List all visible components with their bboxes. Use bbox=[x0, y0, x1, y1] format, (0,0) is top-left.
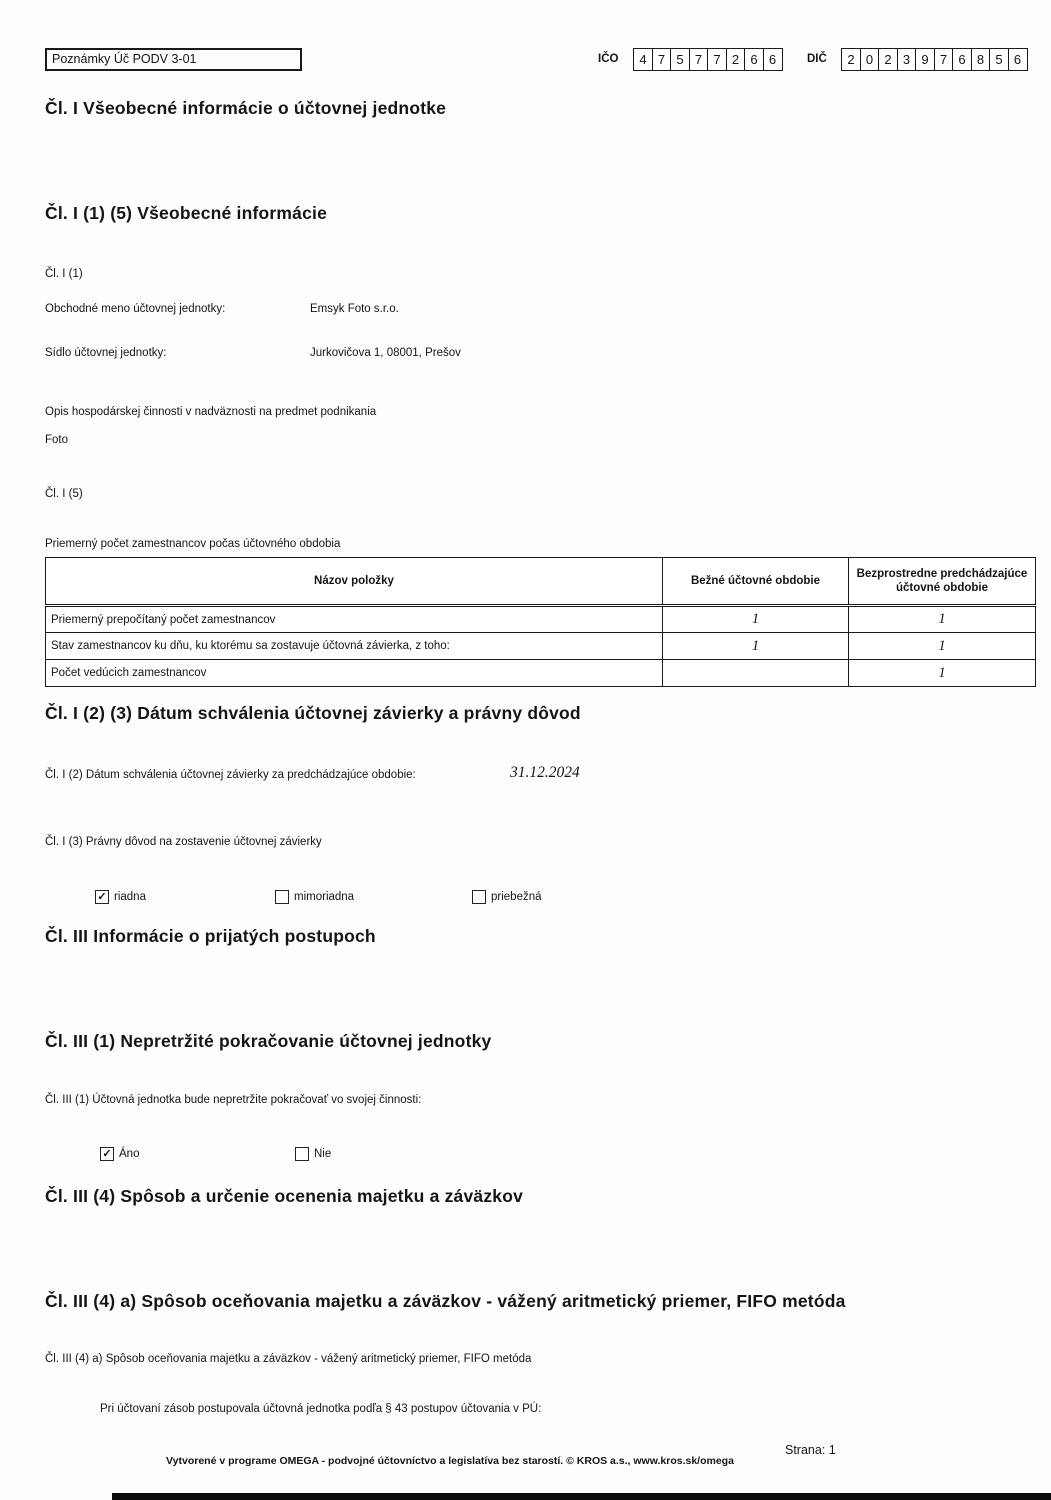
section3-title: Čl. III Informácie o prijatých postupoch bbox=[45, 926, 376, 946]
ico-digit-cell: 5 bbox=[670, 48, 690, 71]
ico-digit-cell: 4 bbox=[633, 48, 653, 71]
row-current-value: 1 bbox=[663, 633, 849, 660]
col-header-name: Názov položky bbox=[46, 558, 663, 606]
ico-digit-cell: 6 bbox=[744, 48, 764, 71]
section3-1-title: Čl. III (1) Nepretržité pokračovanie účtovnej jednotky bbox=[45, 1031, 492, 1051]
checkbox-nie[interactable] bbox=[295, 1147, 331, 1161]
page-number: Strana: 1 bbox=[785, 1443, 836, 1457]
dic-digit-cell: 6 bbox=[1008, 48, 1028, 71]
dic-digit-cell: 6 bbox=[952, 48, 972, 71]
checkbox-riadna-label: riadna bbox=[114, 891, 146, 903]
business-name-label: Obchodné meno účtovnej jednotky: bbox=[45, 303, 226, 315]
inventory-accounting-note: Pri účtovaní zásob postupovala účtovná jednotka podľa § 43 postupov účtovania v PÚ: bbox=[100, 1403, 542, 1415]
table-row bbox=[46, 633, 1036, 660]
checkbox-mimoriadna-box[interactable] bbox=[275, 890, 289, 904]
checkbox-ano[interactable] bbox=[100, 1147, 139, 1161]
checkbox-priebezna-label: priebežná bbox=[491, 891, 542, 903]
checkbox-riadna[interactable] bbox=[95, 890, 146, 904]
table-row bbox=[46, 606, 1036, 633]
dic-digit-cell: 2 bbox=[878, 48, 898, 71]
checkbox-nie-label: Nie bbox=[314, 1148, 332, 1160]
col-header-current-period: Bežné účtovné obdobie bbox=[663, 558, 849, 606]
checkbox-ano-label: Áno bbox=[119, 1148, 140, 1160]
activity-label: Opis hospodárskej činnosti v nadväznosti na predmet podnikania bbox=[45, 406, 377, 418]
ico-digit-cell: 7 bbox=[652, 48, 672, 71]
row-previous-value: 1 bbox=[849, 633, 1036, 660]
section3-4a-subtitle: Čl. III (4) a) Spôsob oceňovania majetku a záväzkov - vážený aritmetický priemer, FIFO metóda bbox=[45, 1353, 532, 1365]
row-name: Počet vedúcich zamestnancov bbox=[46, 660, 663, 687]
approval-date-label: Čl. I (2) Dátum schválenia účtovnej závierky za predchádzajúce obdobie: bbox=[45, 769, 416, 781]
section3-4-title: Čl. III (4) Spôsob a určenie ocenenia majetku a záväzkov bbox=[45, 1186, 524, 1206]
ico-digit-cell: 2 bbox=[726, 48, 746, 71]
activity-value: Foto bbox=[45, 434, 69, 446]
checkbox-priebezna[interactable] bbox=[472, 890, 542, 904]
row-name: Priemerný prepočítaný počet zamestnancov bbox=[46, 606, 663, 633]
table-row bbox=[46, 660, 1036, 687]
ico-label: IČO bbox=[598, 53, 619, 65]
dic-digit-cell: 7 bbox=[934, 48, 954, 71]
section1-1-sub5: Čl. I (5) bbox=[45, 488, 83, 500]
footer-credit: Vytvorené v programe OMEGA - podvojné účtovníctvo a legislatíva bez starostí. © KROS a.s., www.kros.sk/omega bbox=[166, 1455, 734, 1467]
row-current-value: 1 bbox=[663, 606, 849, 633]
dic-digit-cell: 0 bbox=[860, 48, 880, 71]
dic-label: DIČ bbox=[807, 53, 827, 65]
ico-digit-cell: 6 bbox=[763, 48, 783, 71]
col-header-previous-period: Bezprostredne predchádzajúce účtovné obdobie bbox=[849, 558, 1036, 606]
business-name-value: Emsyk Foto s.r.o. bbox=[310, 303, 399, 315]
row-previous-value: 1 bbox=[849, 606, 1036, 633]
scan-edge-artifact bbox=[112, 1493, 1051, 1500]
seat-label: Sídlo účtovnej jednotky: bbox=[45, 347, 167, 359]
employees-table bbox=[45, 557, 1036, 687]
dic-digit-cell: 8 bbox=[971, 48, 991, 71]
section3-4a-title: Čl. III (4) a) Spôsob oceňovania majetku a záväzkov - vážený aritmetický priemer, FIFO metóda bbox=[45, 1291, 846, 1311]
checkbox-ano-box[interactable]: ✓ bbox=[100, 1147, 114, 1161]
going-concern-statement: Čl. III (1) Účtovná jednotka bude nepretržite pokračovať vo svojej činnosti: bbox=[45, 1094, 422, 1106]
checkbox-nie-box[interactable] bbox=[295, 1147, 309, 1161]
table-header-row bbox=[46, 558, 1036, 606]
ico-digit-cell: 7 bbox=[707, 48, 727, 71]
form-name-box bbox=[45, 48, 302, 71]
employees-table-label: Priemerný počet zamestnancov počas účtovného obdobia bbox=[45, 538, 341, 550]
dic-digit-cell: 5 bbox=[989, 48, 1009, 71]
section2-title: Čl. I (2) (3) Dátum schválenia účtovnej závierky a právny dôvod bbox=[45, 703, 581, 723]
ico-digit-cell: 7 bbox=[689, 48, 709, 71]
form-name: Poznámky Úč PODV 3-01 bbox=[52, 52, 197, 66]
section1-1-sub1: Čl. I (1) bbox=[45, 268, 83, 280]
row-current-value bbox=[663, 660, 849, 687]
checkbox-mimoriadna[interactable] bbox=[275, 890, 354, 904]
ico-digit-boxes bbox=[633, 48, 783, 71]
seat-value: Jurkovičova 1, 08001, Prešov bbox=[310, 347, 461, 359]
checkbox-mimoriadna-label: mimoriadna bbox=[294, 891, 355, 903]
dic-digit-cell: 9 bbox=[915, 48, 935, 71]
section1-1-title: Čl. I (1) (5) Všeobecné informácie bbox=[45, 203, 328, 223]
dic-digit-cell: 2 bbox=[841, 48, 861, 71]
dic-digit-boxes bbox=[841, 48, 1028, 71]
row-name: Stav zamestnancov ku dňu, ku ktorému sa zostavuje účtovná závierka, z toho: bbox=[46, 633, 663, 660]
approval-date-value: 31.12.2024 bbox=[510, 764, 580, 781]
section1-title: Čl. I Všeobecné informácie o účtovnej jednotke bbox=[45, 98, 447, 118]
checkbox-priebezna-box[interactable] bbox=[472, 890, 486, 904]
checkbox-riadna-box[interactable]: ✓ bbox=[95, 890, 109, 904]
dic-digit-cell: 3 bbox=[897, 48, 917, 71]
row-previous-value: 1 bbox=[849, 660, 1036, 687]
legal-reason-label: Čl. I (3) Právny dôvod na zostavenie účtovnej závierky bbox=[45, 836, 322, 848]
